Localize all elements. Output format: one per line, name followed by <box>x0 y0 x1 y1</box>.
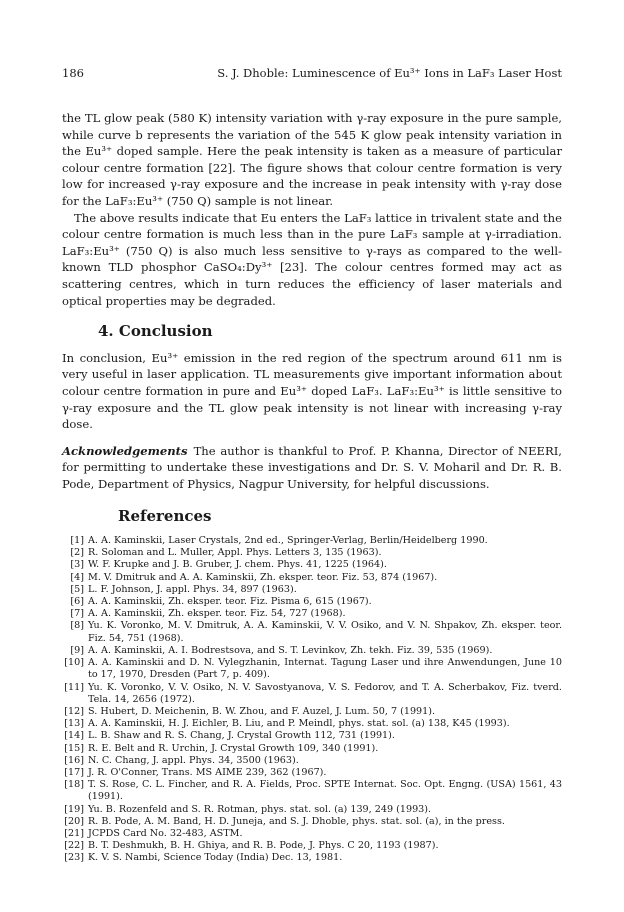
reference-text: A. A. Kaminskii and D. N. Vylegzhanin, Internat. Tagung Laser und ihre Anwendungen, June 10 to 17, 1970, Dresden (Part 7, p. 409). <box>88 657 562 681</box>
references-heading: References <box>118 507 212 526</box>
conclusion-heading: 4. Conclusion <box>98 322 213 341</box>
reference-text: M. V. Dmitruk and A. A. Kaminskii, Zh. eksper. teor. Fiz. 53, 874 (1967). <box>88 571 438 583</box>
reference-item <box>62 572 562 584</box>
reference-item <box>62 559 562 571</box>
reference-number: [22] <box>64 840 84 852</box>
reference-item <box>62 706 562 718</box>
reference-item <box>62 620 562 644</box>
discussion-paragraph: The above results indicate that Eu enters the LaF₃ lattice in trivalent state and the colour centre formation is much less than in the pure LaF₃ sample at γ-irradiation. LaF₃:Eu³⁺ (750 Q) is also much less sensitive to γ-rays as compared to the well-known TLD phosphor CaSO₄:Dy³⁺ [23]. The colour centres formed may act as scattering centres, which in turn reduces the efficiency of laser materials and optical properties may be degraded. <box>62 210 562 308</box>
reference-item <box>62 804 562 816</box>
reference-number: [17] <box>64 766 84 778</box>
reference-text: A. A. Kaminskii, H. J. Eichler, B. Liu, and P. Meindl, phys. stat. sol. (a) 138, K45 (1993). <box>88 718 510 730</box>
reference-item <box>62 596 562 608</box>
reference-number: [16] <box>64 754 84 766</box>
reference-item <box>62 816 562 828</box>
reference-item <box>62 730 562 742</box>
acknowledgements-paragraph <box>62 443 562 493</box>
reference-number: [14] <box>64 730 84 742</box>
reference-item <box>62 767 562 779</box>
reference-text: N. C. Chang, J. appl. Phys. 34, 3500 (1963). <box>88 754 299 766</box>
reference-number: [5] <box>70 583 84 595</box>
reference-item <box>62 657 562 681</box>
reference-number: [3] <box>70 559 84 571</box>
reference-text: K. V. S. Nambi, Science Today (India) Dec. 13, 1981. <box>88 852 343 864</box>
reference-text: Yu. K. Voronko, M. V. Dmitruk, A. A. Kaminskii, V. V. Osiko, and V. N. Shpakov, Zh. eksper. teor. Fiz. 54, 751 (1968). <box>88 620 562 644</box>
reference-number: [1] <box>70 535 84 547</box>
reference-text: JCPDS Card No. 32-483, ASTM. <box>88 827 243 839</box>
reference-text: L. B. Shaw and R. S. Chang, J. Crystal Growth 112, 731 (1991). <box>88 730 395 742</box>
reference-number: [9] <box>70 644 84 656</box>
reference-text: L. F. Johnson, J. appl. Phys. 34, 897 (1963). <box>88 583 297 595</box>
reference-text: A. A. Kaminskii, Laser Crystals, 2nd ed., Springer-Verlag, Berlin/Heidelberg 1990. <box>88 535 488 547</box>
journal-page <box>62 66 562 865</box>
conclusion-paragraph: In conclusion, Eu³⁺ emission in the red region of the spectrum around 611 nm is very useful in laser application. TL measurements give important information about colour centre formation in pure and Eu³⁺ doped LaF₃. LaF₃:Eu³⁺ is little sensitive to γ-ray exposure and the TL glow peak intensity is not linear with increasing γ-ray dose. <box>62 350 562 432</box>
reference-number: [12] <box>64 705 84 717</box>
reference-number: [19] <box>64 803 84 815</box>
reference-number: [6] <box>70 596 84 608</box>
reference-item <box>62 852 562 864</box>
reference-number: [20] <box>64 815 84 827</box>
reference-item <box>62 584 562 596</box>
reference-item <box>62 682 562 706</box>
reference-text: R. B. Pode, A. M. Band, H. D. Juneja, and S. J. Dhoble, phys. stat. sol. (a), in the press. <box>88 815 505 827</box>
reference-item <box>62 547 562 559</box>
page-header <box>62 66 562 84</box>
reference-list <box>62 535 562 864</box>
reference-number: [7] <box>70 608 84 620</box>
reference-text: B. T. Deshmukh, B. H. Ghiya, and R. B. Pode, J. Phys. C 20, 1193 (1987). <box>88 840 439 852</box>
reference-text: T. S. Rose, C. L. Fincher, and R. A. Fields, Proc. SPTE Internat. Soc. Opt. Engng. (USA) 1561, 43 (1991). <box>88 779 562 803</box>
reference-number: [11] <box>64 681 84 693</box>
reference-number: [15] <box>64 742 84 754</box>
reference-text: A. A. Kaminskii, Zh. eksper. teor. Fiz. 54, 727 (1968). <box>88 608 346 620</box>
reference-number: [10] <box>64 657 84 669</box>
reference-text: A. A. Kaminskii, A. I. Bodrestsova, and S. T. Levinkov, Zh. tekh. Fiz. 39, 535 (1969). <box>88 644 493 656</box>
page-number: 186 <box>62 66 84 80</box>
reference-item <box>62 608 562 620</box>
reference-number: [18] <box>64 779 84 791</box>
acknowledgements-title: Acknowledgements <box>62 443 188 458</box>
reference-text: R. E. Belt and R. Urchin, J. Crystal Growth 109, 340 (1991). <box>88 742 379 754</box>
acknowledgements-text: The author is thankful to Prof. P. Khanna, Director of NEERI, for permitting to undertake these investigations and Dr. S. V. Moharil and Dr. R. B. Pode, Department of Physics, Nagpur University, for helpful discussions. <box>62 443 562 491</box>
reference-text: R. Soloman and L. Muller, Appl. Phys. Letters 3, 135 (1963). <box>88 547 382 559</box>
article-body <box>62 110 562 525</box>
reference-item <box>62 755 562 767</box>
reference-number: [23] <box>64 852 84 864</box>
reference-item <box>62 743 562 755</box>
reference-text: S. Hubert, D. Meichenin, B. W. Zhou, and F. Auzel, J. Lum. 50, 7 (1991). <box>88 705 436 717</box>
results-paragraph: the TL glow peak (580 K) intensity variation with γ-ray exposure in the pure sample, while curve b represents the variation of the 545 K glow peak intensity variation in the Eu³⁺ doped sample. Here the peak intensity is taken as a measure of particular colour centre formation [22]. The figure shows that colour centre formation is very low for increased γ-ray exposure and the increase in peak intensity with γ-ray dose for the LaF₃:Eu³⁺ (750 Q) sample is not linear. <box>62 111 562 208</box>
reference-item <box>62 535 562 547</box>
reference-text: J. R. O'Conner, Trans. MS AIME 239, 362 (1967). <box>88 766 327 778</box>
reference-number: [2] <box>70 547 84 559</box>
reference-item <box>62 840 562 852</box>
reference-item <box>62 779 562 803</box>
reference-number: [13] <box>64 718 84 730</box>
reference-number: [21] <box>64 827 84 839</box>
reference-number: [4] <box>70 571 84 583</box>
reference-text: A. A. Kaminskii, Zh. eksper. teor. Fiz. Pisma 6, 615 (1967). <box>88 596 372 608</box>
reference-text: Yu. B. Rozenfeld and S. R. Rotman, phys. stat. sol. (a) 139, 249 (1993). <box>88 803 432 815</box>
reference-text: W. F. Krupke and J. B. Gruber, J. chem. Phys. 41, 1225 (1964). <box>88 559 387 571</box>
reference-item <box>62 645 562 657</box>
reference-item <box>62 718 562 730</box>
reference-number: [8] <box>70 620 84 632</box>
reference-text: Yu. K. Voronko, V. V. Osiko, N. V. Savostyanova, V. S. Fedorov, and T. A. Scherbakov, Fiz. tverd. Tela. 14, 2656 (1972). <box>88 681 562 705</box>
reference-item <box>62 828 562 840</box>
running-title: S. J. Dhoble: Luminescence of Eu³⁺ Ions in LaF₃ Laser Host <box>217 66 562 80</box>
